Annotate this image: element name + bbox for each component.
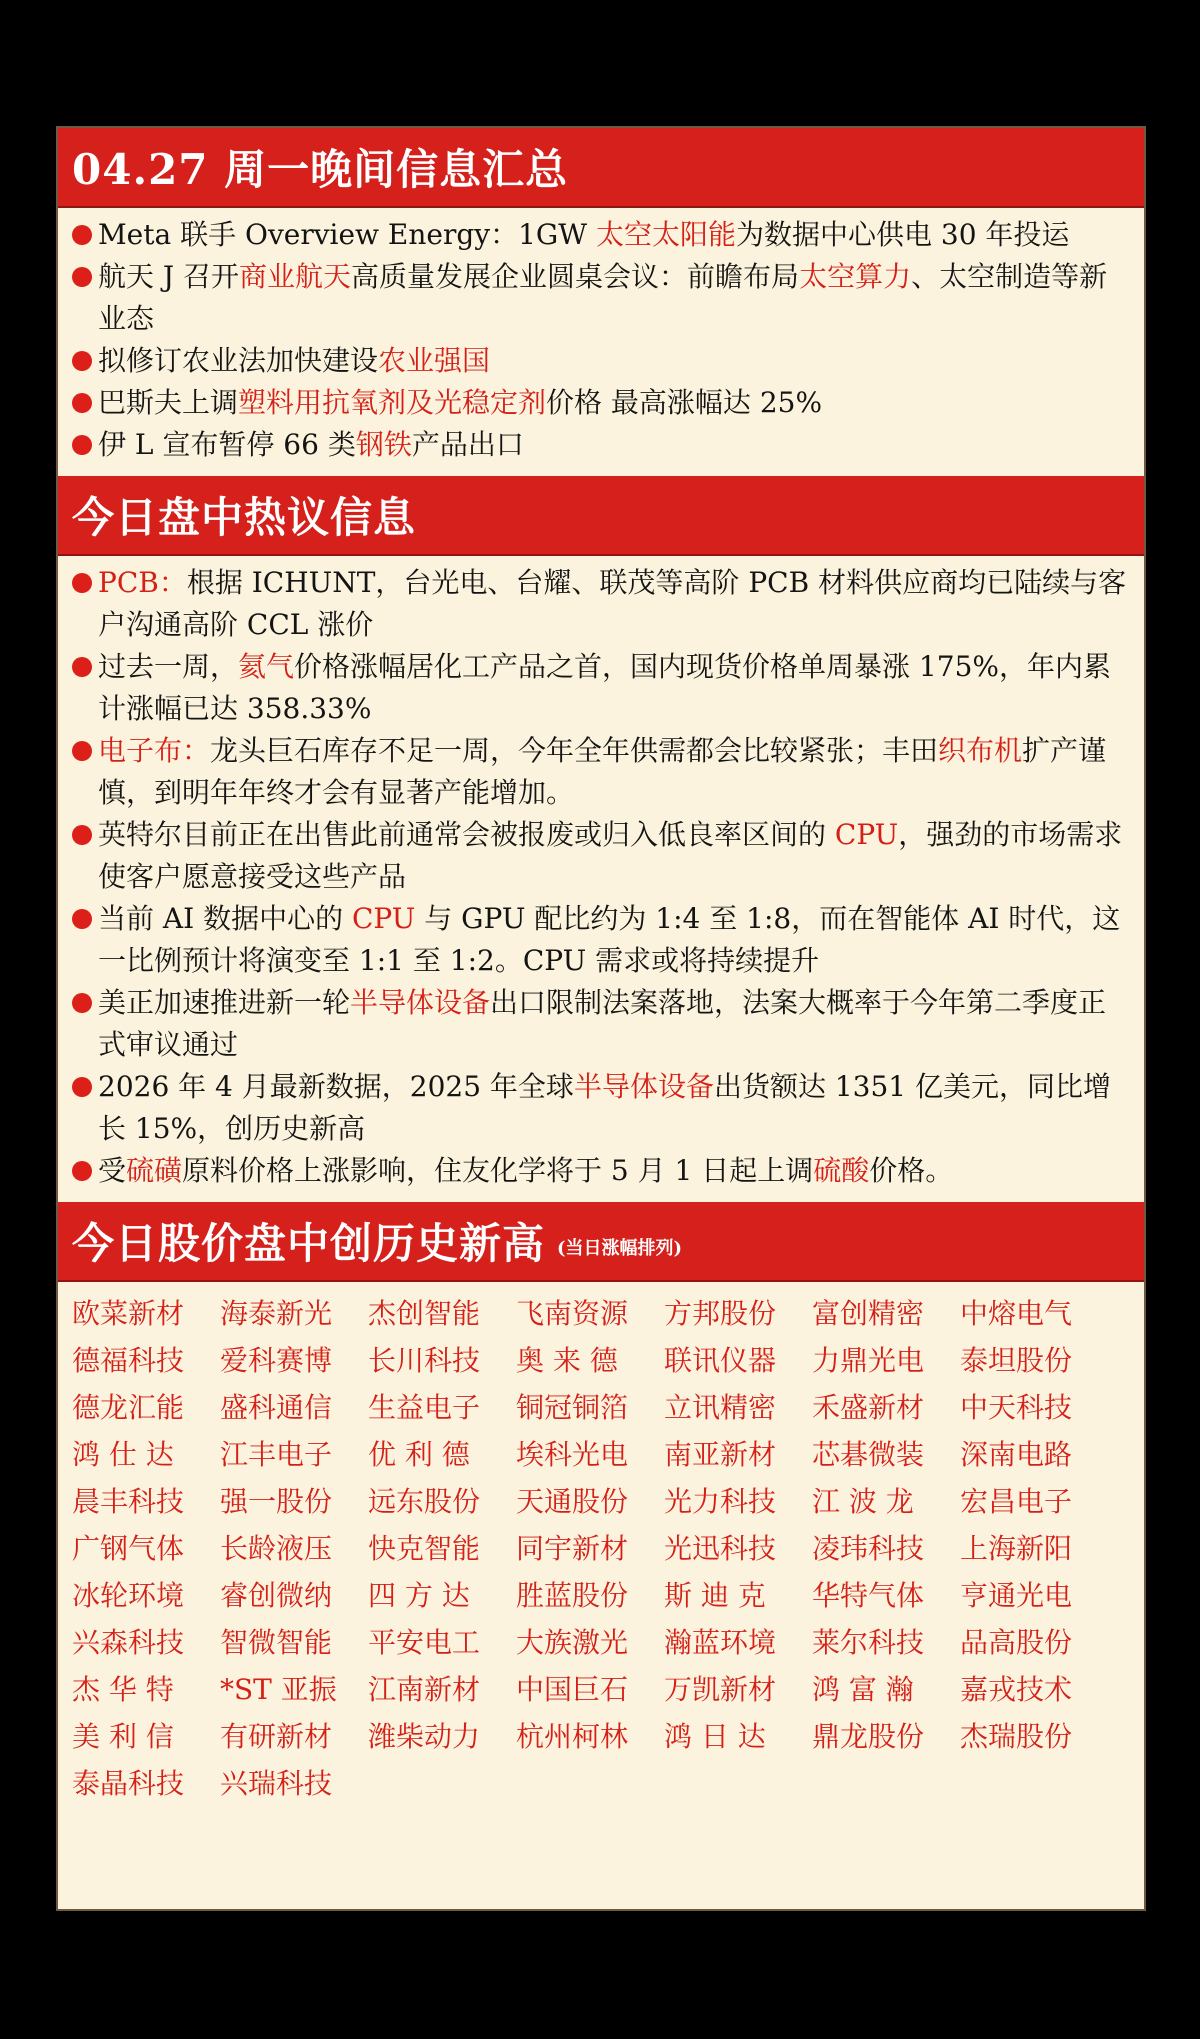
stock-name: 鸿 日 达	[664, 1720, 766, 1753]
news-item	[72, 898, 1134, 982]
red-bullet-icon	[72, 267, 92, 287]
highlight-keyword: 农业强国	[378, 344, 491, 377]
stock-name: 盛科通信	[220, 1391, 333, 1424]
stock-name: 优 利 德	[368, 1438, 470, 1471]
stock-name: 斯 迪 克	[664, 1579, 766, 1612]
red-bullet-icon	[72, 435, 92, 455]
red-bullet-icon	[72, 573, 92, 593]
stock-name: 德龙汇能	[72, 1391, 185, 1424]
news-item	[72, 562, 1134, 646]
news-item-text	[98, 424, 1134, 466]
stock-name: 冰轮环境	[72, 1579, 185, 1612]
highlight-keyword: 太空太阳能	[595, 218, 736, 251]
highlight-keyword: 硫酸	[813, 1154, 870, 1187]
highlight-keyword: 钢铁	[355, 428, 412, 461]
stock-name: 鸿 仕 达	[72, 1438, 174, 1471]
stock-name: 广钢气体	[72, 1532, 185, 1565]
stock-name: 泰晶科技	[72, 1767, 185, 1800]
stock-name: 力鼎光电	[812, 1344, 925, 1377]
highlight-keyword: PCB：	[98, 566, 187, 599]
text-segment: Meta 联手 Overview Energy：1GW	[98, 218, 596, 251]
text-segment: 出货额达 1351 亿美元，同比增长 15%，创历史新高	[98, 1070, 1112, 1145]
red-bullet-icon	[72, 351, 92, 371]
stock-name: 光力科技	[664, 1485, 777, 1518]
stock-name: 品高股份	[960, 1626, 1073, 1659]
news-item-text	[98, 1066, 1134, 1150]
stock-name: 睿创微纳	[220, 1579, 333, 1612]
stock-name: 杰创智能	[368, 1297, 481, 1330]
text-segment: 价格 最高涨幅达 25%	[546, 386, 823, 419]
news-item-text	[98, 340, 1134, 382]
stock-name: 兴瑞科技	[220, 1767, 333, 1800]
highlight-keyword: 织布机	[938, 734, 1023, 767]
highlight-keyword: 氦气	[238, 650, 295, 683]
record-high-stocks-section	[58, 1202, 1144, 1807]
news-item	[72, 382, 1134, 424]
highlight-keyword: 太空算力	[799, 260, 912, 293]
news-item-text	[98, 1150, 1134, 1192]
text-segment: 原料价格上涨影响，住友化学将于 5 月 1 日起上调	[182, 1154, 814, 1187]
stock-name: 江 波 龙	[812, 1485, 914, 1518]
red-bullet-icon	[72, 1077, 92, 1097]
red-bullet-icon	[72, 225, 92, 245]
news-item-text	[98, 898, 1134, 982]
stock-name: 德福科技	[72, 1344, 185, 1377]
news-summary-card	[56, 126, 1146, 1911]
stock-name: 飞南资源	[516, 1297, 629, 1330]
stock-name: 瀚蓝环境	[664, 1626, 777, 1659]
text-segment: 价格。	[869, 1154, 954, 1187]
evening-news-section	[58, 128, 1144, 476]
highlight-keyword: 塑料用抗氧剂及光稳定剂	[238, 386, 547, 419]
text-segment: 航天 J 召开	[98, 260, 240, 293]
news-item-text	[98, 814, 1134, 898]
red-bullet-icon	[72, 1161, 92, 1181]
stock-name: 美 利 信	[72, 1720, 174, 1753]
stock-name: 大族激光	[516, 1626, 629, 1659]
record-high-stocks-title: 今日股价盘中创历史新高	[72, 1219, 546, 1268]
text-segment: 伊 L 宣布暂停 66 类	[98, 428, 356, 461]
stock-name: 杭州柯林	[516, 1720, 629, 1753]
evening-news-title: 04.27 周一晚间信息汇总	[72, 145, 569, 194]
evening-news-list	[58, 208, 1144, 476]
text-segment: 出口限制法案落地，法案大概率于今年第二季度正式审议通过	[98, 986, 1107, 1061]
text-segment: 产品出口	[411, 428, 524, 461]
stock-name: 长川科技	[368, 1344, 481, 1377]
red-bullet-icon	[72, 993, 92, 1013]
stock-name: 芯碁微装	[812, 1438, 925, 1471]
stock-name: 中国巨石	[516, 1673, 629, 1706]
news-item	[72, 340, 1134, 382]
text-segment: 与 GPU 配比约为 1:4 至 1:8，而在智能体 AI 时代，这一比例预计将演变至 1:1 至 1:2。CPU 需求或将持续提升	[98, 902, 1121, 977]
news-item	[72, 982, 1134, 1066]
highlight-keyword: 半导体设备	[350, 986, 491, 1019]
highlight-keyword: 硫磺	[126, 1154, 183, 1187]
news-item-text	[98, 646, 1134, 730]
red-bullet-icon	[72, 657, 92, 677]
stock-name: 嘉戎技术	[960, 1673, 1073, 1706]
text-segment: 过去一周，	[98, 650, 239, 683]
text-segment: 英特尔目前正在出售此前通常会被报废或归入低良率区间的	[98, 818, 835, 851]
stock-name: 中熔电气	[960, 1297, 1073, 1330]
text-segment: 拟修订农业法加快建设	[98, 344, 379, 377]
stock-name: 远东股份	[368, 1485, 481, 1518]
stock-name: 爱科赛博	[220, 1344, 333, 1377]
stock-name: 南亚新材	[664, 1438, 777, 1471]
red-bullet-icon	[72, 741, 92, 761]
stock-name: 凌玮科技	[812, 1532, 925, 1565]
news-item	[72, 1150, 1134, 1192]
stock-name: 光迅科技	[664, 1532, 777, 1565]
stock-name: 兴森科技	[72, 1626, 185, 1659]
stock-name: 潍柴动力	[368, 1720, 481, 1753]
text-segment: 龙头巨石库存不足一周，今年全年供需都会比较紧张；丰田	[210, 734, 939, 767]
news-item	[72, 214, 1134, 256]
highlight-keyword: CPU	[834, 818, 899, 851]
news-item-text	[98, 982, 1134, 1066]
stock-name: 万凯新材	[664, 1673, 777, 1706]
stock-name: 生益电子	[368, 1391, 481, 1424]
news-item	[72, 1066, 1134, 1150]
news-item	[72, 256, 1134, 340]
text-segment: 为数据中心供电 30 年投运	[735, 218, 1070, 251]
stocks-grid	[58, 1282, 1144, 1807]
stock-name: 禾盛新材	[812, 1391, 925, 1424]
stock-name: 胜蓝股份	[516, 1579, 629, 1612]
news-item-text	[98, 730, 1134, 814]
news-item-text	[98, 256, 1134, 340]
red-bullet-icon	[72, 825, 92, 845]
stock-name: 上海新阳	[960, 1532, 1073, 1565]
stock-name: 智微智能	[220, 1626, 333, 1659]
news-item-text	[98, 562, 1134, 646]
red-bullet-icon	[72, 393, 92, 413]
news-item-text	[98, 382, 1134, 424]
text-segment: 价格涨幅居化工产品之首，国内现货价格单周暴涨 175%，年内累计涨幅已达 358.33%	[98, 650, 1111, 725]
news-item	[72, 646, 1134, 730]
stock-name: 杰瑞股份	[960, 1720, 1073, 1753]
stock-name: 亨通光电	[960, 1579, 1073, 1612]
evening-news-header	[58, 128, 1144, 208]
intraday-topics-list	[58, 556, 1144, 1202]
stock-name: 中天科技	[960, 1391, 1073, 1424]
stock-name: 鼎龙股份	[812, 1720, 925, 1753]
stock-name: 联讯仪器	[664, 1344, 777, 1377]
text-segment: 2026 年 4 月最新数据，2025 年全球	[98, 1070, 574, 1103]
stock-name: 富创精密	[812, 1297, 925, 1330]
stock-name: 晨丰科技	[72, 1485, 185, 1518]
text-segment: 扩产谨慎，到明年年终才会有显著产能增加。	[98, 734, 1107, 809]
sort-order-note: (当日涨幅排列)	[557, 1238, 683, 1259]
intraday-topics-section	[58, 476, 1144, 1202]
stock-name: 强一股份	[220, 1485, 333, 1518]
news-item	[72, 424, 1134, 466]
stock-name: 铜冠铜箔	[516, 1391, 629, 1424]
text-segment: 根据 ICHUNT，台光电、台耀、联茂等高阶 PCB 材料供应商均已陆续与客户沟通高阶 CCL 涨价	[98, 566, 1127, 641]
stock-name: 江南新材	[368, 1673, 481, 1706]
stock-name: 深南电路	[960, 1438, 1073, 1471]
news-item	[72, 814, 1134, 898]
text-segment: 高质量发展企业圆桌会议：前瞻布局	[351, 260, 800, 293]
stock-name: 同宇新材	[516, 1532, 629, 1565]
text-segment: 巴斯夫上调	[98, 386, 239, 419]
highlight-keyword: 商业航天	[239, 260, 352, 293]
stock-name: 海泰新光	[220, 1297, 333, 1330]
stock-name: 杰 华 特	[72, 1673, 174, 1706]
stock-name: 埃科光电	[516, 1438, 629, 1471]
text-segment: 受	[98, 1154, 127, 1187]
stock-name: 江丰电子	[220, 1438, 333, 1471]
text-segment: ，强劲的市场需求使客户愿意接受这些产品	[98, 818, 1123, 893]
stock-name: 华特气体	[812, 1579, 925, 1612]
text-segment: 当前 AI 数据中心的	[98, 902, 352, 935]
text-segment: 、太空制造等新业态	[98, 260, 1108, 335]
stock-name: 长龄液压	[220, 1532, 333, 1565]
stock-name: 平安电工	[368, 1626, 481, 1659]
stock-name: 四 方 达	[368, 1579, 470, 1612]
stock-name: 奥 来 德	[516, 1344, 618, 1377]
intraday-topics-header	[58, 476, 1144, 556]
red-bullet-icon	[72, 909, 92, 929]
stock-name: 莱尔科技	[812, 1626, 925, 1659]
text-segment: 美正加速推进新一轮	[98, 986, 351, 1019]
stock-name: 方邦股份	[664, 1297, 777, 1330]
highlight-keyword: 电子布：	[98, 734, 211, 767]
news-item	[72, 730, 1134, 814]
news-item-text	[98, 214, 1134, 256]
intraday-topics-title: 今日盘中热议信息	[72, 493, 417, 542]
stock-name: *ST 亚振	[220, 1673, 337, 1706]
record-high-stocks-header	[58, 1202, 1144, 1282]
stock-name: 泰坦股份	[960, 1344, 1073, 1377]
highlight-keyword: CPU	[351, 902, 416, 935]
stock-name: 鸿 富 瀚	[812, 1673, 914, 1706]
stock-name: 欧菜新材	[72, 1297, 185, 1330]
stock-name: 有研新材	[220, 1720, 333, 1753]
stock-name: 快克智能	[368, 1532, 481, 1565]
stock-name: 宏昌电子	[960, 1485, 1073, 1518]
stock-name: 立讯精密	[664, 1391, 777, 1424]
highlight-keyword: 半导体设备	[573, 1070, 714, 1103]
stock-name: 天通股份	[516, 1485, 629, 1518]
